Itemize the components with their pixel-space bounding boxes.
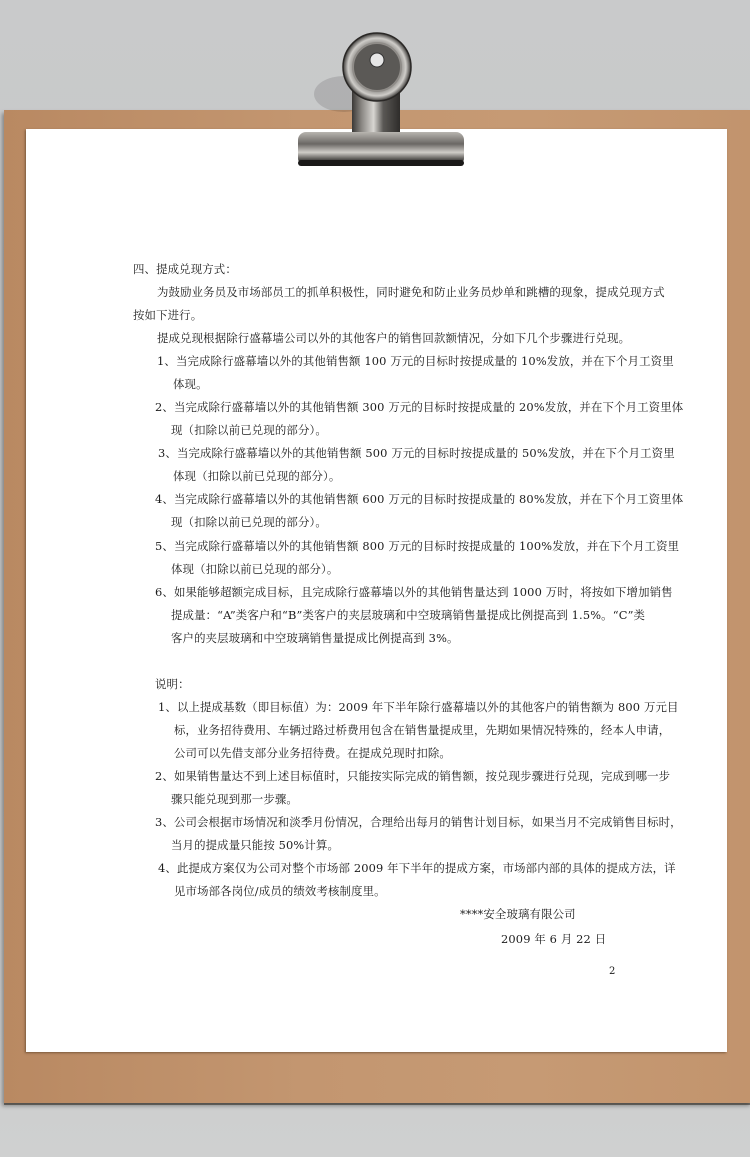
intro-paragraph-line1: 为鼓励业务员及市场部员工的抓单积极性，同时避免和防止业务员炒单和跳槽的现象，提成兑现方式 [157,285,665,299]
step-1-line2: 体现。 [173,377,208,391]
step-1-line1: 1、当完成除行盛幕墙以外的其他销售额 100 万元的目标时按提成量的 10%发放，并在下个月工资里 [157,354,674,368]
step-3-line1: 3、当完成除行盛幕墙以外的其他销售额 500 万元的目标时按提成量的 50%发放，并在下个月工资里 [158,446,675,460]
step-5-line1: 5、当完成除行盛幕墙以外的其他销售额 800 万元的目标时按提成量的 100%发放，并在下个月工资里 [155,539,680,553]
note-4-line1: 4、此提成方案仅为公司对整个市场部 2009 年下半年的提成方案，市场部内部的具体的提成方法，详 [158,861,676,875]
note-1-line2: 标，业务招待费用、车辆过路过桥费用包含在销售量提成里，先期如果情况特殊的，经本人申请， [174,723,671,737]
step-3-line2: 体现（扣除以前已兑现的部分）。 [173,469,341,483]
step-4-line1: 4、当完成除行盛幕墙以外的其他销售额 600 万元的目标时按提成量的 80%发放，并在下个月工资里体 [155,492,684,506]
step-6-line3: 客户的夹层玻璃和中空玻璃销售量提成比例提高到 3%。 [171,631,459,645]
section-heading: 四、提成兑现方式： [133,262,237,276]
note-1-line1: 1、以上提成基数（即目标值）为：2009 年下半年除行盛幕墙以外的其他客户的销售额为 800 万元目 [158,700,679,714]
step-4-line2: 现（扣除以前已兑现的部分）。 [171,515,327,529]
signature-company: ****安全玻璃有限公司 [460,907,576,921]
step-6-line2: 提成量：“A”类客户和“B”类客户的夹层玻璃和中空玻璃销售量提成比例提高到 1.5%。“C”类 [171,608,646,622]
note-2-line1: 2、如果销售量达不到上述目标值时，只能按实际完成的销售额，按兑现步骤进行兑现，完成到哪一步 [155,769,671,783]
note-3-line2: 当月的提成量只能按 50%计算。 [171,838,340,852]
basis-paragraph: 提成兑现根据除行盛幕墙公司以外的其他客户的销售回款额情况，分如下几个步骤进行兑现。 [157,331,631,345]
signature-date: 2009 年 6 月 22 日 [501,932,607,946]
step-6-line1: 6、如果能够超额完成目标，且完成除行盛幕墙以外的其他销售量达到 1000 万时，将按如下增加销售 [155,585,673,599]
note-3-line1: 3、公司会根据市场情况和淡季月份情况，合理给出每月的销售计划目标，如果当月不完成销售目标时， [155,815,682,829]
note-4-line2: 见市场部各岗位/成员的绩效考核制度里。 [174,884,386,898]
intro-paragraph-line2: 按如下进行。 [133,308,203,322]
notes-heading: 说明： [155,677,190,691]
page-number: 2 [609,966,616,977]
step-2-line1: 2、当完成除行盛幕墙以外的其他销售额 300 万元的目标时按提成量的 20%发放，并在下个月工资里体 [155,400,684,414]
binder-clip-icon [284,22,464,172]
step-2-line2: 现（扣除以前已兑现的部分）。 [171,423,327,437]
step-5-line2: 体现（扣除以前已兑现的部分）。 [171,562,339,576]
note-2-line2: 骤只能兑现到那一步骤。 [171,792,298,806]
note-1-line3: 公司可以先借支部分业务招待费。在提成兑现时扣除。 [174,746,451,760]
